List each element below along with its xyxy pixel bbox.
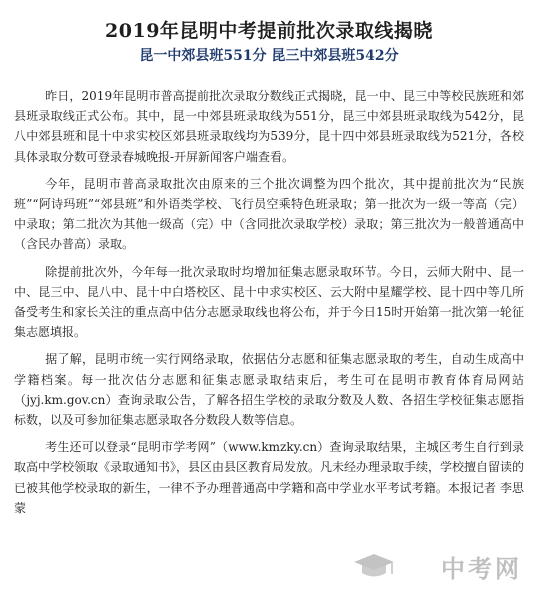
- article-paragraph: 除提前批次外，今年每一批次录取时均增加征集志愿录取环节。今日，云师大附中、昆一中、昆三中、昆八中、昆十中白塔校区、昆十中求实校区、云大附中星耀学校、昆十四中等几所备受考生和家长关注的重点高中估分志愿录取线也将公布，并于今日15时开始第一批次第一轮征集志愿填报。: [14, 264, 524, 340]
- article-paragraph: 考生还可以登录“昆明市学考网”（www.kmzky.cn）查询录取结果，主城区考生自行到录取高中学校领取《录取通知书》，县区由县区教育局发放。凡未经办理录取手续，学校擅自留读的已被其他学校录取的新生，一律不予办理普通高中学籍和高中学业水平考试考籍。本报记者 李思蒙: [14, 440, 525, 515]
- article-title: 2019年昆明中考提前批次录取线揭晓: [105, 20, 433, 42]
- watermark-text: 中考网: [441, 555, 522, 583]
- article-paragraph: 今年，昆明市普高录取批次由原来的三个批次调整为四个批次，其中提前批次为“民族班”“阿诗玛班”“郊县班”和外语类学校、飞行员空乘特色班录取；第一批次为一级一等高（完）中录取；第二批次为其他一级高（完）中（含同批次录取学校）录取；第三批次为一般普通高中（含民办普高）录取。: [14, 176, 524, 252]
- article-paragraph: 昨日，2019年昆明市普高提前批次录取分数线正式揭晓，昆一中、昆三中等校民族班和郊县班录取线正式公布。其中，昆一中郊县班录取线为551分，昆三中郊县班录取线为542分，昆八中郊县班和昆十中求实校区郊县班录取线均为539分，昆十四中郊县班录取线为521分，各校具体录取分数可登录春城晚报-开屏新闻客户端查看。: [14, 89, 524, 164]
- article-paragraph: 据了解，昆明市统一实行网络录取，依据估分志愿和征集志愿录取的考生，自动生成高中学籍档案。每一批次估分志愿和征集志愿录取结束后，考生可在昆明市教育体育局网站（jyj.km.gov.cn）查询录取公告，了解各招生学校的录取分数及人数、各招生学校征集志愿指标数，以及可参加征集志愿录取各分数段人数等信息。: [14, 352, 524, 428]
- article-subtitle: 昆一中郊县班551分 昆三中郊县班542分: [139, 48, 399, 64]
- article-body: [14, 86, 524, 518]
